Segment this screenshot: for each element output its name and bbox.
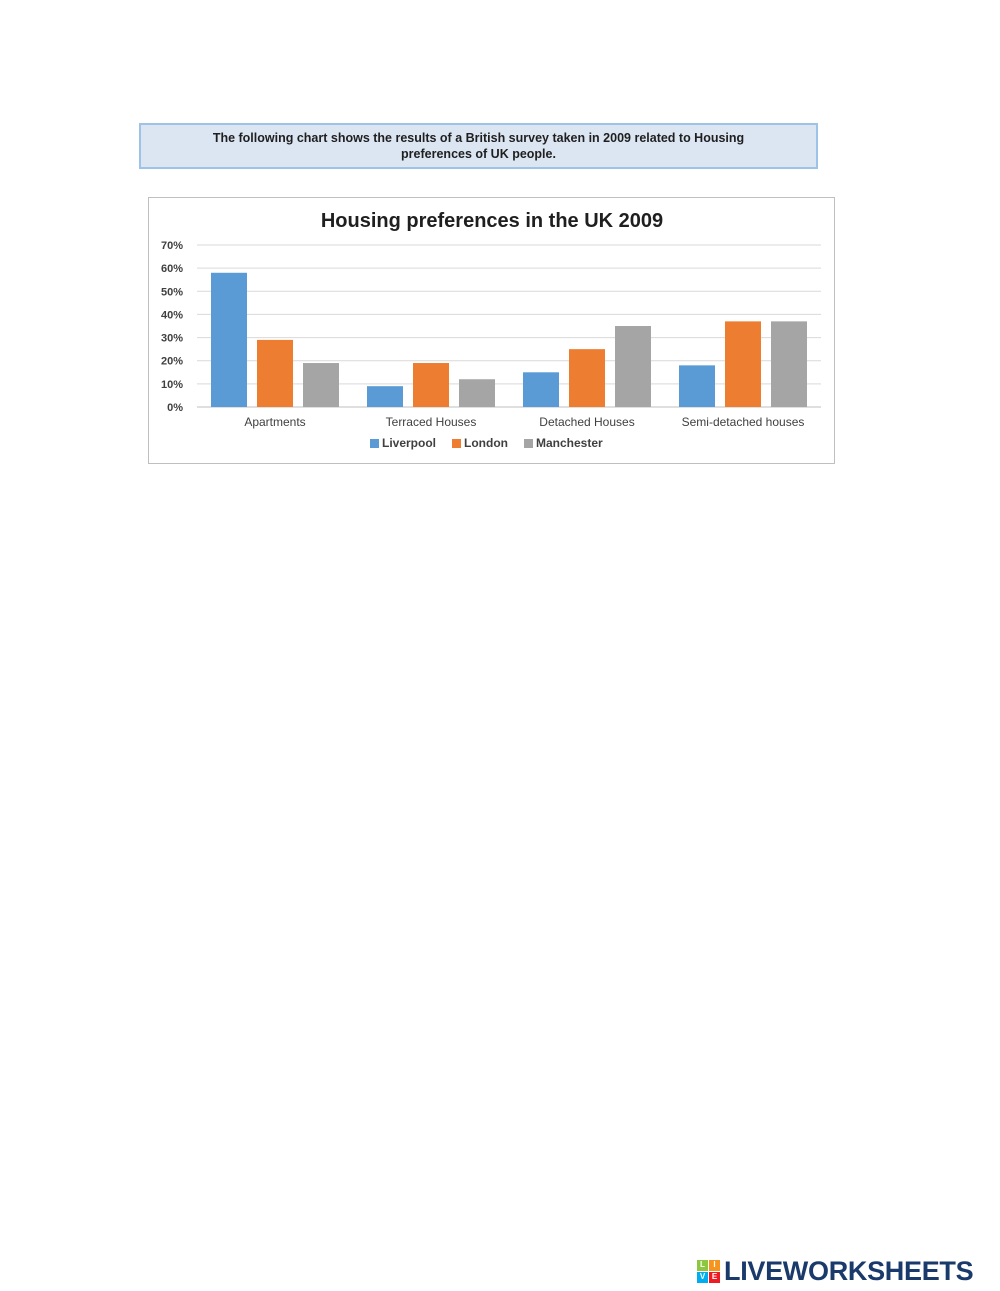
bar-chart [149,198,836,465]
logo-tile: L [697,1260,708,1271]
x-category-label: Terraced Houses [385,415,477,429]
y-tick-label: 30% [160,332,183,345]
bar-manchester-3 [615,326,651,407]
liveworksheets-brand [697,1256,973,1286]
chart-description-banner [139,123,818,169]
y-tick-label: 50% [160,286,183,299]
logo-tile: E [709,1272,720,1283]
legend-swatch-manchester [524,439,533,448]
legend-swatch-liverpool [370,439,379,448]
bar-london-1 [257,340,293,407]
x-category-label: Detached Houses [539,415,635,429]
bar-london-3 [569,349,605,407]
bar-liverpool-3 [523,372,559,407]
bar-london-4 [725,321,761,407]
y-tick-label: 10% [160,378,183,391]
brand-text: LIVEWORKSHEETS [724,1255,974,1286]
legend-label-manchester: Manchester [536,436,603,450]
chart-title: Housing preferences in the UK 2009 [320,210,664,232]
y-tick-label: 20% [160,355,183,368]
bar-liverpool-4 [679,365,715,407]
liveworksheets-logo-icon [697,1260,720,1283]
y-tick-label: 0% [167,402,183,414]
bar-manchester-1 [303,363,339,407]
logo-tile: I [709,1260,720,1271]
bar-manchester-2 [459,379,495,407]
legend-label-london: London [464,436,508,450]
logo-tile: V [697,1272,708,1283]
legend-swatch-london [452,439,461,448]
banner-text: The following chart shows the results of a British survey taken in 2009 related to Housing preferences of UK people. [212,131,745,161]
y-tick-label: 60% [160,263,183,276]
y-tick-label: 40% [160,309,183,322]
legend-label-liverpool: Liverpool [382,436,437,450]
x-category-label: Semi-detached houses [681,415,805,429]
chart-frame [148,197,835,464]
bar-liverpool-1 [211,273,247,407]
bar-manchester-4 [771,321,807,407]
bar-london-2 [413,363,449,407]
x-category-label: Apartments [244,415,306,429]
bar-liverpool-2 [367,386,403,407]
y-tick-label: 70% [160,240,183,252]
